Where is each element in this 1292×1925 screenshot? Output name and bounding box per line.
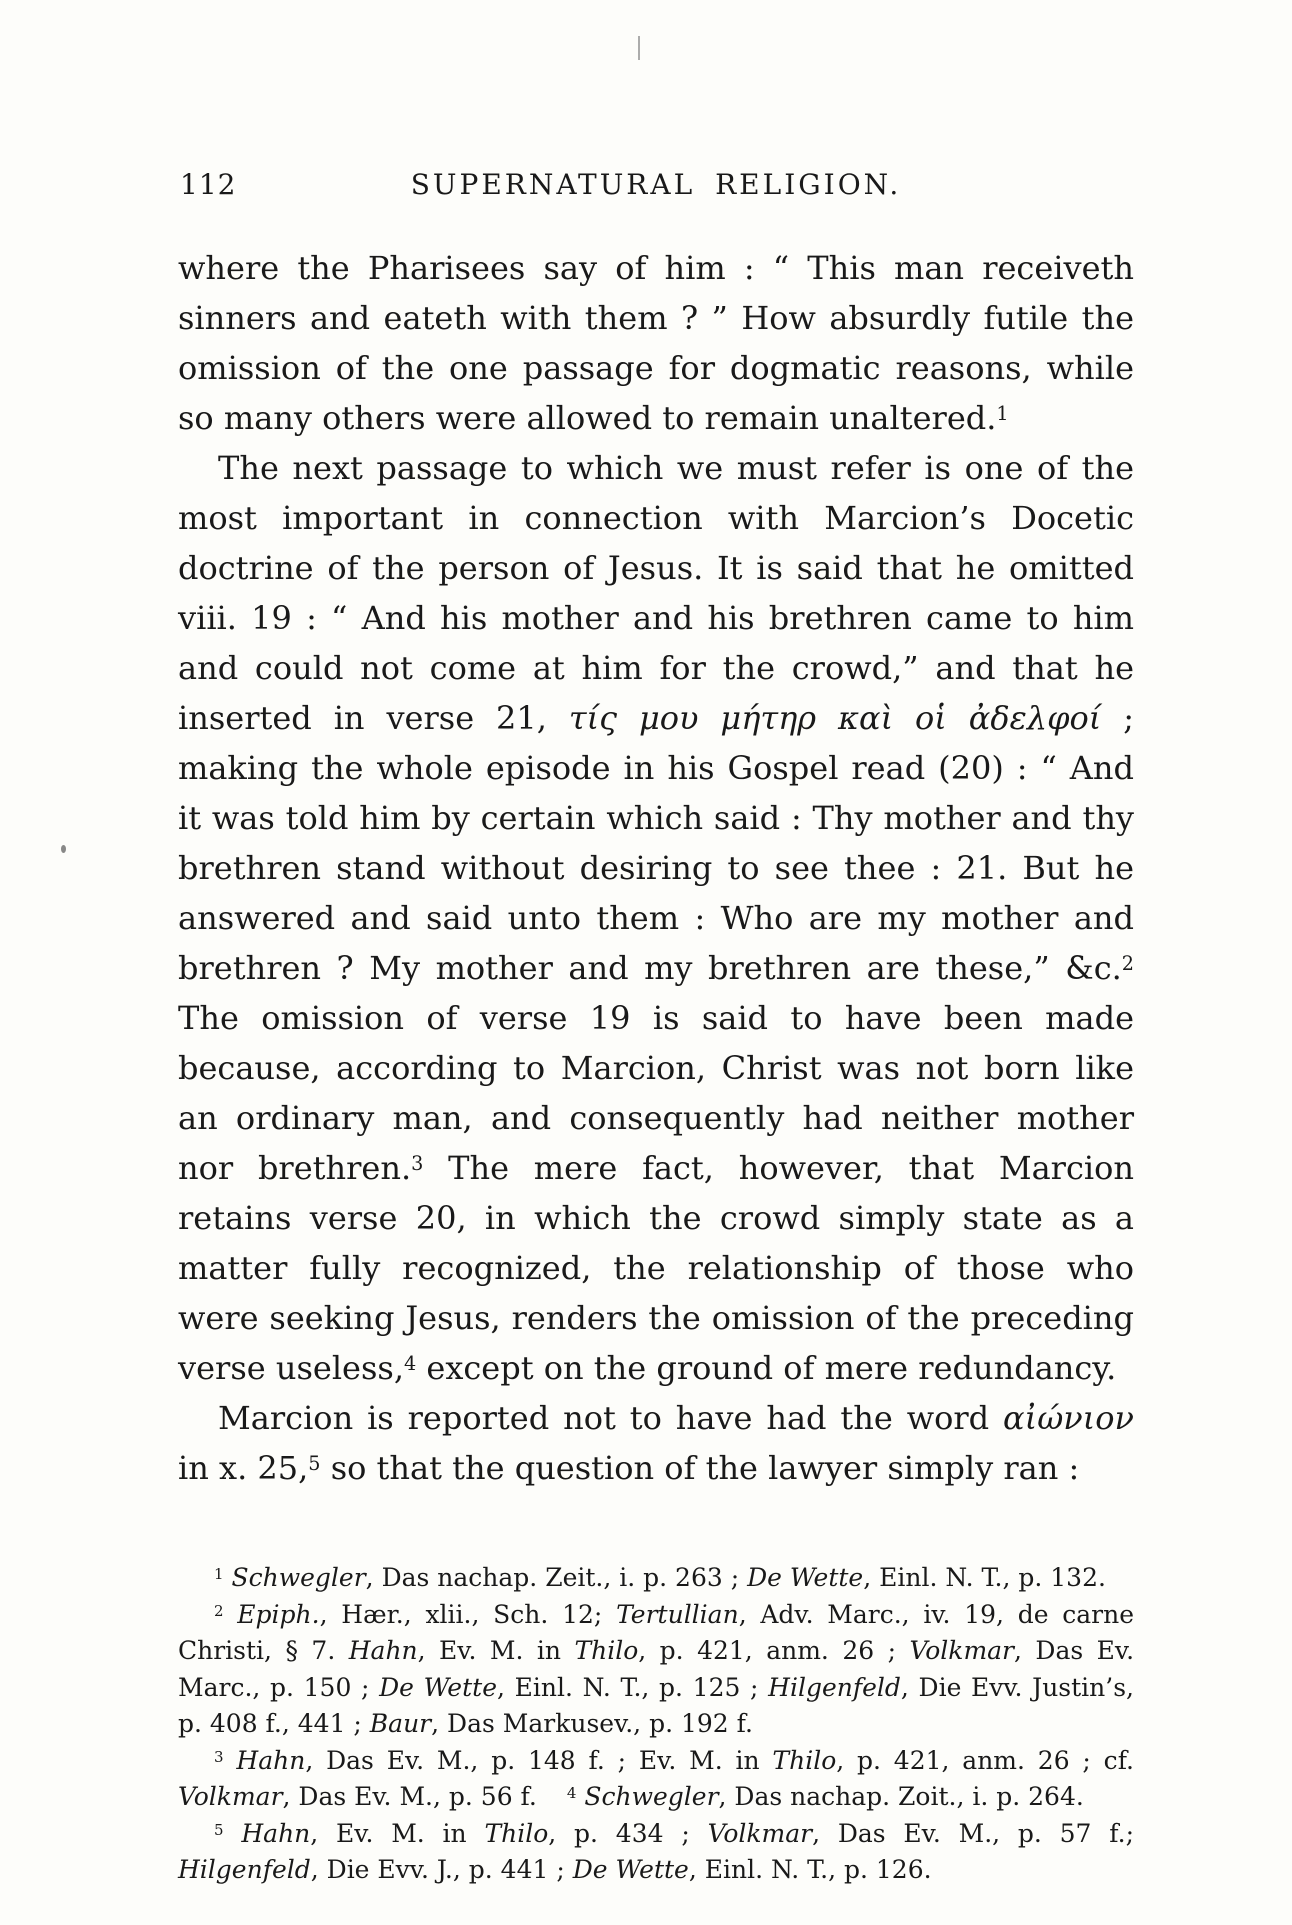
footnote [178, 1597, 1134, 1743]
paragraph [178, 243, 1134, 443]
italic-text: Thilo [574, 1636, 639, 1665]
footnote [178, 1743, 1134, 1816]
text-segment [224, 1563, 232, 1592]
italic-text: Hilgenfeld [178, 1855, 311, 1884]
footnote [178, 1816, 1134, 1889]
footnote-ref: 2 [1121, 952, 1134, 976]
text-segment: , Einl. N. T., p. 126. [688, 1855, 932, 1884]
italic-text: Epiph. [237, 1599, 320, 1629]
text-segment: , p. 421, anm. 26 ; [638, 1636, 910, 1665]
text-segment: , Das Ev. M., p. 148 f. ; Ev. M. in [305, 1745, 773, 1775]
italic-text: Volkmar [909, 1636, 1015, 1665]
italic-text: Schwegler [584, 1782, 719, 1811]
text-segment: , Einl. N. T., p. 125 ; [497, 1672, 769, 1702]
footnote-ref: 2 [214, 1601, 224, 1620]
footnote-ref: 1 [214, 1565, 224, 1584]
italic-text: Schwegler [231, 1563, 366, 1592]
text-segment: except on the ground of mere redundancy. [416, 1349, 1117, 1387]
text-segment: , Einl. N. T., p. 132. [863, 1563, 1106, 1592]
italic-text: Hahn [348, 1636, 418, 1665]
italic-text: Thilo [772, 1745, 837, 1775]
italic-text: Hahn [241, 1818, 311, 1848]
footnote [178, 1560, 1134, 1597]
text-segment: , Ev. M. in [417, 1636, 575, 1665]
text-segment: in x. 25, [178, 1449, 309, 1487]
text-segment: , Das Markusev., p. 192 f. [431, 1709, 753, 1738]
italic-text: Tertullian [616, 1599, 739, 1629]
footnote-ref: 3 [411, 1152, 424, 1176]
text-segment: , Ev. M. in [310, 1818, 485, 1848]
italic-text: De Wette [572, 1855, 689, 1884]
footnote-ref: 3 [214, 1747, 224, 1766]
text-segment: , p. 421, anm. 26 ; cf. [836, 1745, 1134, 1775]
text-segment: The mere fact, however, that Marcion retains verse 20, in which the crowd simply state as a matter fully recognized, the relationship of those who were seeking Jesus, renders the omission of the preceding verse useless, [178, 1149, 1135, 1387]
page-number: 112 [180, 168, 237, 201]
italic-text: Thilo [484, 1818, 549, 1848]
text-segment: The omission of verse 19 is said to have been made because, according to Marcion, Christ was not born like an ordinary man, and consequently had neither mother nor brethren. [178, 999, 1134, 1187]
footnote-ref: 4 [566, 1784, 577, 1803]
running-title: SUPERNATURAL RELIGION. [410, 168, 902, 201]
greek-text: αἰώνιον [1003, 1399, 1134, 1437]
footnote-ref: 5 [214, 1820, 224, 1839]
italic-text: De Wette [747, 1563, 864, 1592]
greek-text: τίς μου μήτηρ καὶ οἱ ἀδελφοί [568, 699, 1102, 737]
text-segment: The next passage to which we must refer is one of the most important in connection with Marcion’s Docetic doctrine of the person of Jesus. It is said that he omitted viii. 19 : “ And his mother and his brethren came to him and could not come at him for the crowd,” and that he inserted in verse 21, [178, 449, 1134, 737]
text-segment: ; making the whole episode in his Gospel read (20) : “ And it was told him by certain which said : Thy mother and thy brethren stand without desiring to see thee : 21. But he answered and said unto them : Who are my mother and brethren ? My mother and my brethren are these,” &c. [178, 699, 1135, 987]
italic-text: Volkmar [707, 1818, 813, 1848]
italic-text: De Wette [379, 1672, 497, 1702]
scan-artifact-tick [638, 36, 640, 60]
text-segment: , Das Ev. Marc., p. 150 ; [178, 1636, 1135, 1702]
text-segment: so that the question of the lawyer simply ran : [320, 1449, 1080, 1487]
text-segment [224, 1819, 242, 1848]
text-segment: , Adv. Marc., iv. 19, de carne Christi, § 7. [178, 1599, 1135, 1665]
italic-text: Volkmar [178, 1782, 283, 1811]
text-segment: , Die Evv. J., p. 441 ; [310, 1855, 573, 1884]
scan-artifact-dot [61, 845, 66, 853]
text-segment: , p. 434 ; [548, 1818, 708, 1848]
page-header [178, 168, 1134, 210]
text-segment: , Hær., xlii., Sch. 12; [319, 1599, 617, 1629]
footnote-ref: 5 [308, 1452, 321, 1476]
paragraph [178, 443, 1134, 1393]
italic-text: Hilgenfeld [768, 1672, 901, 1702]
text-segment [224, 1746, 237, 1775]
text-segment: , Das Ev. M., p. 57 f.; [812, 1818, 1135, 1848]
text-segment: , Die Evv. Justin’s, p. 408 f., 441 ; [178, 1672, 1134, 1738]
footnotes [178, 1560, 1134, 1889]
italic-text: Hahn [236, 1745, 306, 1775]
text-segment: , Das nachap. Zoit., i. p. 264. [718, 1782, 1084, 1811]
text-segment: Marcion is reported not to have had the word [218, 1399, 1004, 1437]
paragraph [178, 1393, 1134, 1493]
text-segment: where the Pharisees say of him : “ This man receiveth sinners and eateth with them ? ” How absurdly futile the omission of the one passage for dogmatic reasons, while so many others were allowed to remain unaltered. [178, 249, 1134, 437]
text-segment: , Das nachap. Zeit., i. p. 263 ; [365, 1563, 748, 1592]
text-segment [224, 1600, 238, 1629]
italic-text: Baur [369, 1709, 432, 1738]
body-text [178, 243, 1134, 1493]
footnote-ref: 4 [404, 1352, 417, 1376]
footnote-ref: 1 [996, 402, 1009, 426]
text-segment: , Das Ev. M., p. 56 f. [282, 1782, 537, 1811]
